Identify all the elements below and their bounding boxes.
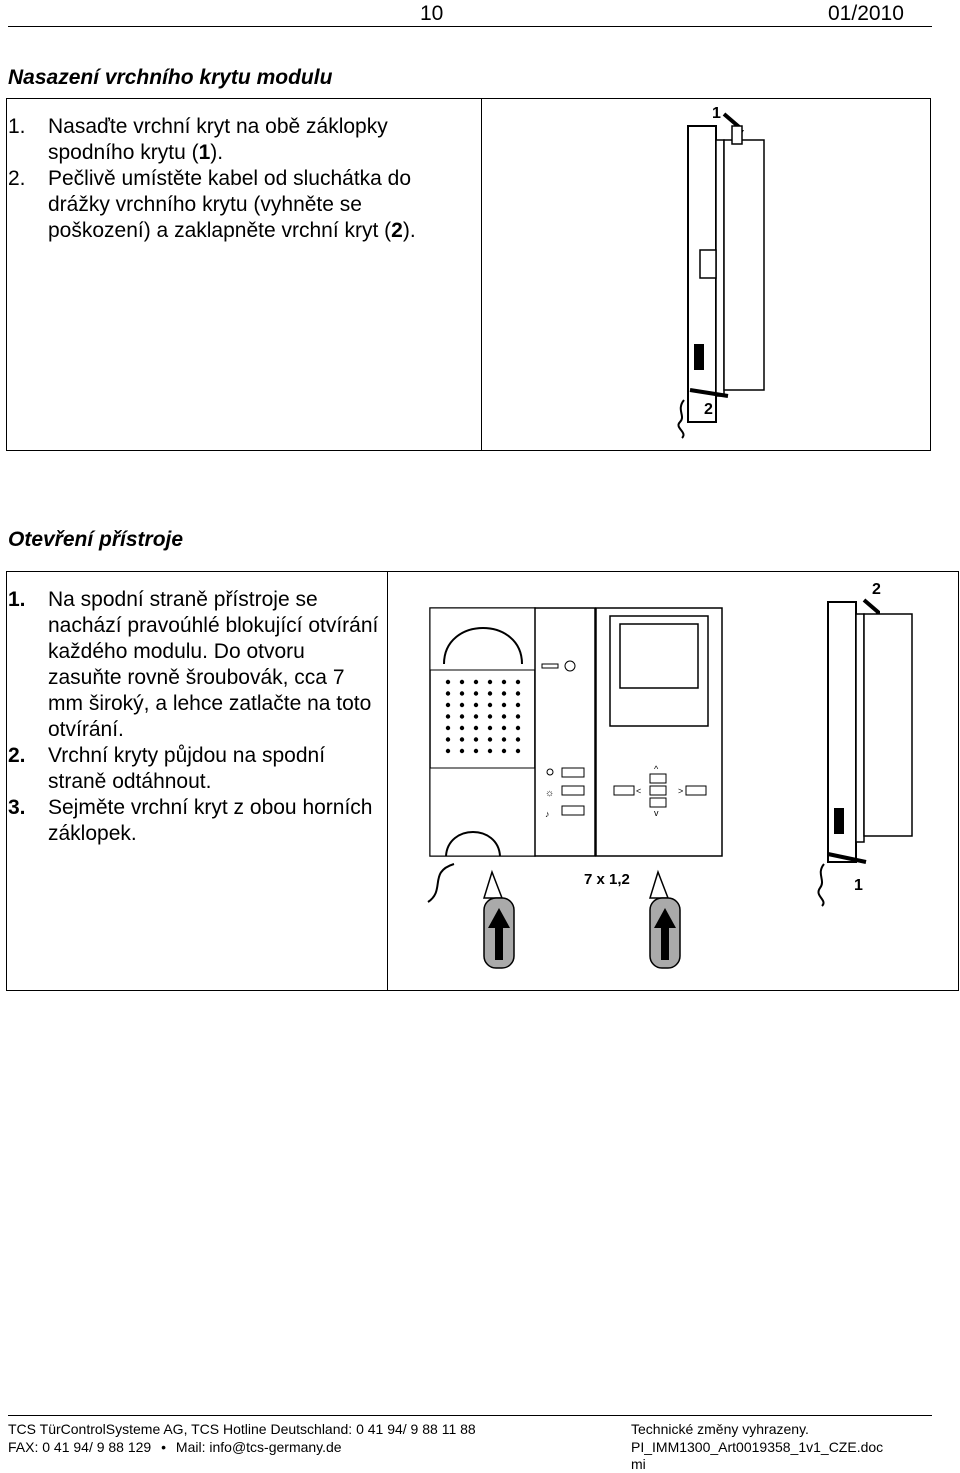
footer-contact	[8, 1438, 342, 1456]
grille-dot	[460, 691, 464, 695]
grille-dot	[488, 714, 492, 718]
device-side-view-figure	[640, 100, 780, 448]
grille-dot	[446, 714, 450, 718]
step-text: Sejměte vrchní kryt z obou horních záklopek.	[48, 796, 373, 845]
cable-icon	[428, 864, 454, 902]
grille-dot	[446, 680, 450, 684]
step-text: Vrchní kryty půjdou na spodní straně odtáhnout.	[48, 744, 326, 793]
page-number: 10	[420, 2, 444, 25]
chevron-down-icon: v	[654, 808, 659, 818]
grille-dot	[446, 726, 450, 730]
grille-dot	[516, 737, 520, 741]
grille-dot	[460, 703, 464, 707]
step-text: Na spodní straně přístroje se nachází pravoúhlé blokující otvírání každého modulu. Do otvoru zasuňte rovně šroubovák, cca 7 mm široký, a lehce zatlačte na toto otvírání.	[48, 588, 379, 741]
figure-label-2: 2	[704, 401, 713, 418]
ok-button	[650, 786, 666, 795]
grille-dot	[488, 737, 492, 741]
right-button	[686, 786, 706, 795]
screwdriver-size-label: 7 x 1,2	[584, 871, 630, 888]
button-3	[562, 806, 584, 815]
grille-dot	[446, 691, 450, 695]
section2-steps	[8, 587, 380, 847]
status-led-icon	[547, 769, 553, 775]
footer-notice: Technické změny vyhrazeny.	[631, 1421, 809, 1437]
grille-dot	[474, 680, 478, 684]
left-button	[614, 786, 634, 795]
header-divider	[8, 26, 932, 27]
grille-dot	[516, 680, 520, 684]
chevron-up-icon: ^	[654, 764, 659, 774]
grille-dot	[516, 726, 520, 730]
cable-icon	[818, 864, 824, 906]
grille-dot	[488, 691, 492, 695]
bell-icon: ♪	[545, 809, 550, 819]
step-number: 2.	[8, 744, 26, 767]
step-item	[8, 166, 474, 244]
button-1	[562, 768, 584, 777]
latch-icon	[694, 344, 704, 370]
device-front-view-figure	[388, 572, 956, 988]
step-item	[8, 114, 474, 166]
grille-dot	[460, 737, 464, 741]
figure-label-2: 2	[872, 581, 881, 598]
grille-dot	[446, 749, 450, 753]
chevron-left-icon: <	[636, 786, 642, 796]
footer-company-line: TCS TürControlSysteme AG, TCS Hotline Deutschland: 0 41 94/ 9 88 11 88	[8, 1421, 476, 1437]
grille-dot	[516, 749, 520, 753]
grille-dot	[460, 749, 464, 753]
grille-dot	[474, 703, 478, 707]
grille-dot	[502, 749, 506, 753]
footer-fax: FAX: 0 41 94/ 9 88 129	[8, 1439, 152, 1455]
step-item	[8, 743, 380, 795]
footer-divider	[8, 1415, 932, 1416]
section1-steps	[8, 114, 474, 244]
grille-dot	[474, 737, 478, 741]
grille-dot	[502, 680, 506, 684]
grille-dot	[474, 714, 478, 718]
down-button	[650, 798, 666, 807]
bullet-icon: •	[161, 1439, 167, 1455]
grille-dot	[502, 726, 506, 730]
up-button	[650, 774, 666, 783]
grille-dot	[488, 680, 492, 684]
step-number: 2.	[8, 167, 26, 190]
cable-icon	[678, 400, 684, 438]
grille-dot	[502, 737, 506, 741]
grille-dot	[446, 737, 450, 741]
display-screen	[620, 624, 698, 688]
step-number: 1.	[8, 115, 26, 138]
latch-icon	[834, 808, 844, 834]
figure-label-1: 1	[854, 877, 863, 894]
key-icon	[565, 661, 575, 671]
figure-label-1: 1	[712, 105, 721, 122]
document-date: 01/2010	[828, 2, 904, 25]
step-number: 1.	[8, 588, 26, 611]
section-title-cover-mounting: Nasazení vrchního krytu modulu	[8, 66, 333, 89]
grille-dot	[446, 703, 450, 707]
step-number: 3.	[8, 796, 26, 819]
grille-dot	[516, 714, 520, 718]
grille-dot	[474, 726, 478, 730]
grille-dot	[502, 691, 506, 695]
grille-dot	[488, 703, 492, 707]
grille-dot	[460, 726, 464, 730]
grille-dot	[516, 703, 520, 707]
footer-docname-suffix: mi	[631, 1456, 646, 1472]
button-module	[535, 608, 595, 856]
grille-dot	[474, 749, 478, 753]
section-title-opening: Otevření přístroje	[8, 528, 184, 551]
grille-dot	[502, 714, 506, 718]
grille-dot	[460, 680, 464, 684]
footer-mail: Mail: info@tcs-germany.de	[175, 1439, 342, 1455]
grille-dot	[460, 714, 464, 718]
button-2	[562, 786, 584, 795]
grille-dot	[488, 749, 492, 753]
step-item	[8, 587, 380, 743]
footer-docname: PI_IMM1300_Art0019358_1v1_CZE.doc	[631, 1439, 884, 1455]
grille-dot	[474, 691, 478, 695]
step-text: Nasaďte vrchní kryt na obě záklopky spodního krytu (1).	[48, 115, 388, 164]
grille-dot	[502, 703, 506, 707]
grille-dot	[516, 691, 520, 695]
step-text: Pečlivě umístěte kabel od sluchátka do drážky vrchního krytu (vyhněte se poškození) a zaklapněte vrchní kryt (2).	[48, 167, 416, 242]
grille-dot	[488, 726, 492, 730]
light-icon: ☼	[545, 788, 555, 799]
chevron-right-icon: >	[678, 786, 684, 796]
step-item	[8, 795, 380, 847]
